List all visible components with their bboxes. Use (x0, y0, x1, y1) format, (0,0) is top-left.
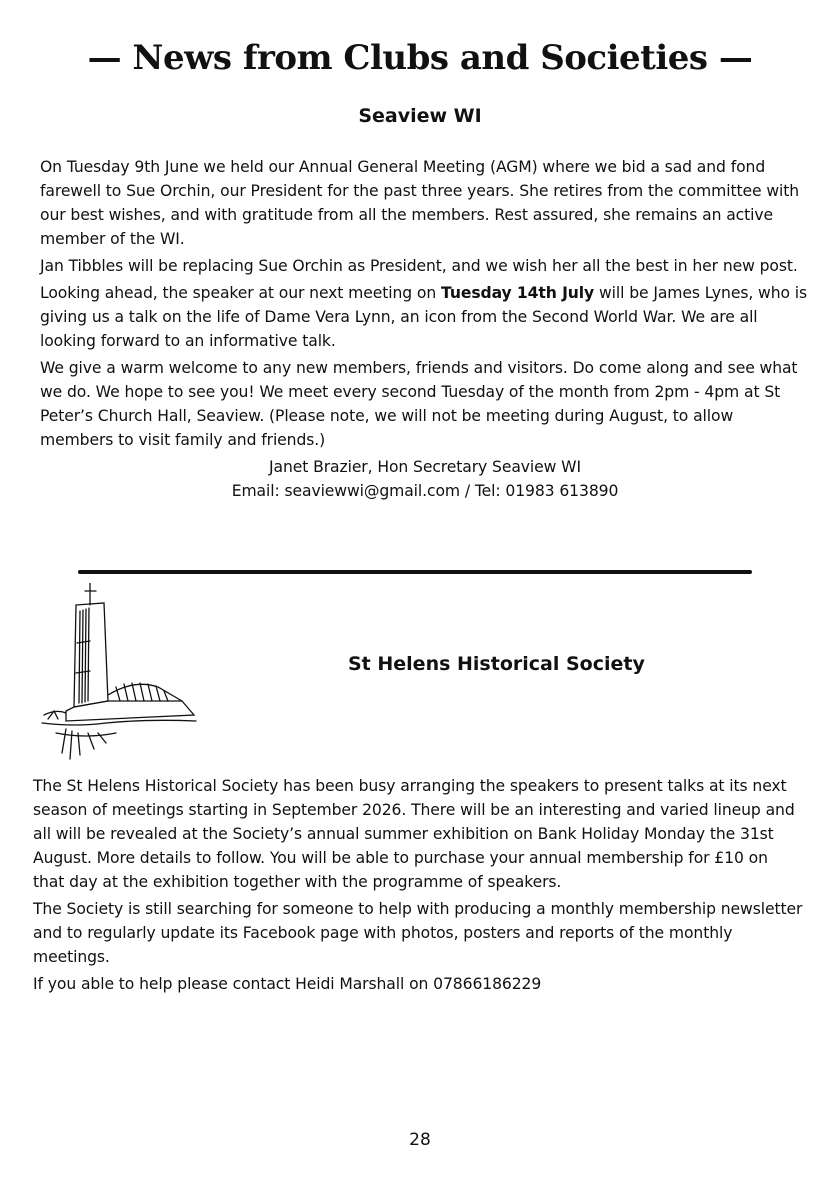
seaview-wi-signoff-name: Janet Brazier, Hon Secretary Seaview WI (269, 458, 581, 476)
page-number: 28 (409, 1130, 431, 1150)
st-helens-article (33, 774, 803, 999)
seaview-wi-heading: Seaview WI (358, 105, 482, 127)
church-tower-sketch-icon (36, 583, 202, 763)
speaker-text-end: will be James Lynes, who is giving us a talk on the life of Dame Vera Lynn, an icon from the Second World War. We are all looking forward to an informative talk. (40, 284, 808, 350)
seaview-wi-paragraph-welcome: We give a warm welcome to any new members, friends and visitors. Do come along and see what we do. We hope to see you! We meet every second Tuesday of the month from 2pm - 4pm at St Peter’s Church Hall, Seaview. (Please note, we will not be meeting during August, to allow members to visit family and friends.) (40, 359, 798, 449)
st-helens-paragraph-newsletter: The Society is still searching for someone to help with producing a monthly membership newsletter and to regularly update its Facebook page with photos, posters and reports of the monthly meetings. (33, 900, 803, 966)
meeting-date: Tuesday 14th July (441, 284, 595, 302)
seaview-wi-paragraph-president: Jan Tibbles will be replacing Sue Orchin as President, and we wish her all the best in her new post. (40, 257, 798, 275)
seaview-wi-article (40, 155, 810, 503)
seaview-wi-paragraph-speaker (40, 281, 810, 353)
st-helens-paragraph-speakers: The St Helens Historical Society has been busy arranging the speakers to present talks at its next season of meetings starting in September 2026. There will be an interesting and varied lineup and all will be revealed at the Society’s annual summer exhibition on Bank Holiday Monday the 31st August. More details to follow. You will be able to purchase your annual membership for £10 on that day at the exhibition together with the programme of speakers. (33, 777, 795, 891)
st-helens-paragraph-contact: If you able to help please contact Heidi Marshall on 07866186229 (33, 975, 542, 993)
seaview-wi-paragraph-agm: On Tuesday 9th June we held our Annual General Meeting (AGM) where we bid a sad and fond farewell to Sue Orchin, our President for the past three years. She retires from the committee with our best wishes, and with gratitude from all the members. Rest assured, she remains an active member of the WI. (40, 158, 800, 248)
page-title: — News from Clubs and Societies — (87, 38, 753, 78)
seaview-wi-signoff-contact: Email: seaviewwi@gmail.com / Tel: 01983 613890 (231, 482, 619, 500)
st-helens-heading: St Helens Historical Society (348, 653, 645, 675)
speaker-text-start: Looking ahead, the speaker at our next meeting on (40, 284, 442, 302)
section-divider (78, 570, 752, 574)
